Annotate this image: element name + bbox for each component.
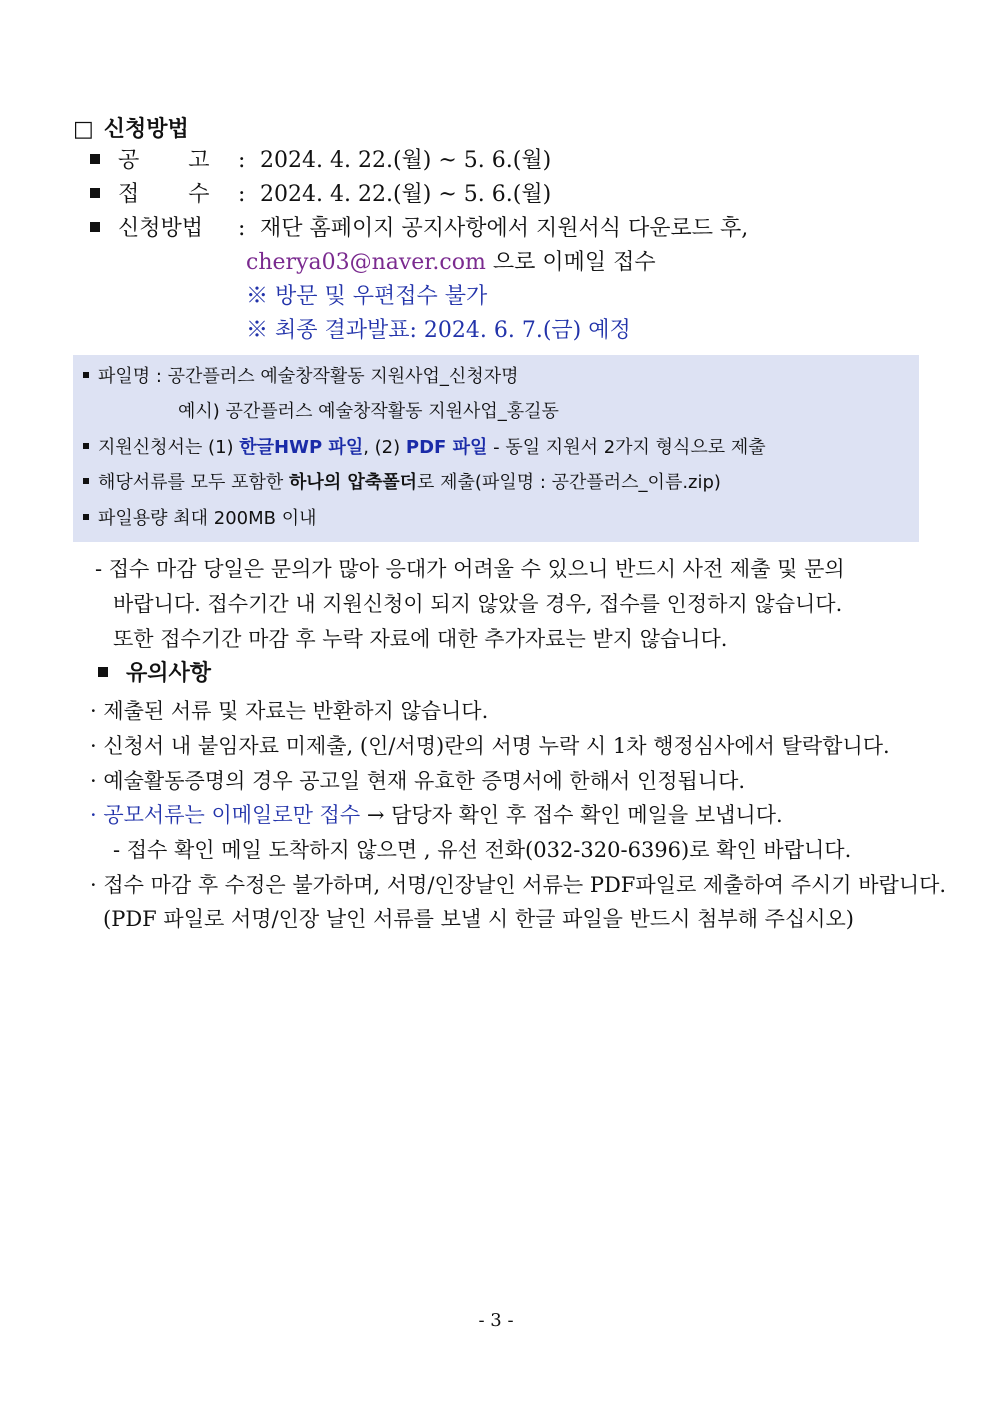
- square-bullet-icon: [90, 154, 100, 164]
- small-bullet-icon: [83, 443, 89, 449]
- section-heading: [73, 114, 189, 144]
- notice-line-2: 바랍니다. 접수기간 내 지원신청이 되지 않았을 경우, 접수를 인정하지 않습니다.: [113, 592, 843, 616]
- cautions-heading: [98, 658, 211, 688]
- email-suffix: 으로 이메일 접수: [485, 250, 656, 275]
- cautions-title: 유의사항: [126, 660, 212, 686]
- page-number: - 3 -: [478, 1310, 514, 1331]
- checkbox-icon: □: [73, 116, 94, 142]
- guideline-example: 예시) 공간플러스 예술창작활동 지원사업_홍길동: [178, 401, 559, 422]
- receipt-label: 접 수: [118, 182, 210, 207]
- caution-5: - 접수 확인 메일 도착하지 않으면 , 유선 전화(032-320-6396)로 확인 바랍니다.: [113, 838, 852, 862]
- guideline-zip: 해당서류를 모두 포함한 하나의 압축폴더로 제출(파일명 : 공간플러스_이름.zip): [83, 470, 721, 496]
- square-bullet-icon: [90, 222, 100, 232]
- square-bullet-icon: [90, 188, 100, 198]
- guideline-size: 파일용량 최대 200MB 이내: [83, 506, 317, 532]
- caution-2: · 신청서 내 붙임자료 미제출, (인/서명)란의 서명 누락 시 1차 행정심사에서 탈락합니다.: [90, 734, 890, 758]
- schedule-receipt-row: 접 수 : 2024. 4. 22.(월) ~ 5. 6.(월): [90, 180, 551, 210]
- notice-line-3: 또한 접수기간 마감 후 누락 자료에 대한 추가자료는 받지 않습니다.: [113, 627, 728, 651]
- caution-6: · 접수 마감 후 수정은 불가하며, 서명/인장날인 서류는 PDF파일로 제출하여 주시기 바랍니다.: [90, 873, 947, 897]
- method-value: 재단 홈페이지 공지사항에서 지원서식 다운로드 후,: [260, 216, 749, 241]
- small-bullet-icon: [83, 514, 89, 520]
- method-label: 신청방법: [118, 216, 204, 241]
- announce-label: 공 고: [118, 148, 210, 173]
- email-link[interactable]: cherya03@naver.com: [246, 250, 486, 275]
- guideline-formats: 지원신청서는 (1) 한글HWP 파일, (2) PDF 파일 - 동일 지원서 2가지 형식으로 제출: [83, 435, 766, 461]
- caution-3: · 예술활동증명의 경우 공고일 현재 유효한 증명서에 한해서 인정됩니다.: [90, 769, 746, 793]
- caution-7: (PDF 파일로 서명/인장 날인 서류를 보낼 시 한글 파일을 반드시 첨부해 주십시오): [103, 907, 855, 931]
- small-bullet-icon: [83, 372, 89, 378]
- method-email-row: [246, 248, 656, 278]
- receipt-value: 2024. 4. 22.(월) ~ 5. 6.(월): [260, 182, 552, 207]
- notice-line-1: - 접수 마감 당일은 문의가 많아 응대가 어려울 수 있으니 반드시 사전 제출 및 문의: [95, 557, 845, 581]
- schedule-announce-row: 공 고 : 2024. 4. 22.(월) ~ 5. 6.(월): [90, 146, 551, 176]
- square-bullet-icon: [98, 667, 108, 677]
- guideline-filename: 파일명 : 공간플러스 예술창작활동 지원사업_신청자명: [83, 364, 519, 390]
- small-bullet-icon: [83, 478, 89, 484]
- caution-4: · 공모서류는 이메일로만 접수 → 담당자 확인 후 접수 확인 메일을 보냅니다.: [90, 803, 783, 827]
- announce-value: 2024. 4. 22.(월) ~ 5. 6.(월): [260, 148, 552, 173]
- method-note-result: ※ 최종 결과발표: 2024. 6. 7.(금) 예정: [246, 318, 631, 343]
- caution-1: · 제출된 서류 및 자료는 반환하지 않습니다.: [90, 699, 489, 723]
- method-note-visit: ※ 방문 및 우편접수 불가: [246, 284, 488, 309]
- method-row: 신청방법 : 재단 홈페이지 공지사항에서 지원서식 다운로드 후,: [90, 214, 748, 244]
- file-guideline-box: [73, 355, 919, 542]
- section-title: 신청방법: [103, 116, 189, 142]
